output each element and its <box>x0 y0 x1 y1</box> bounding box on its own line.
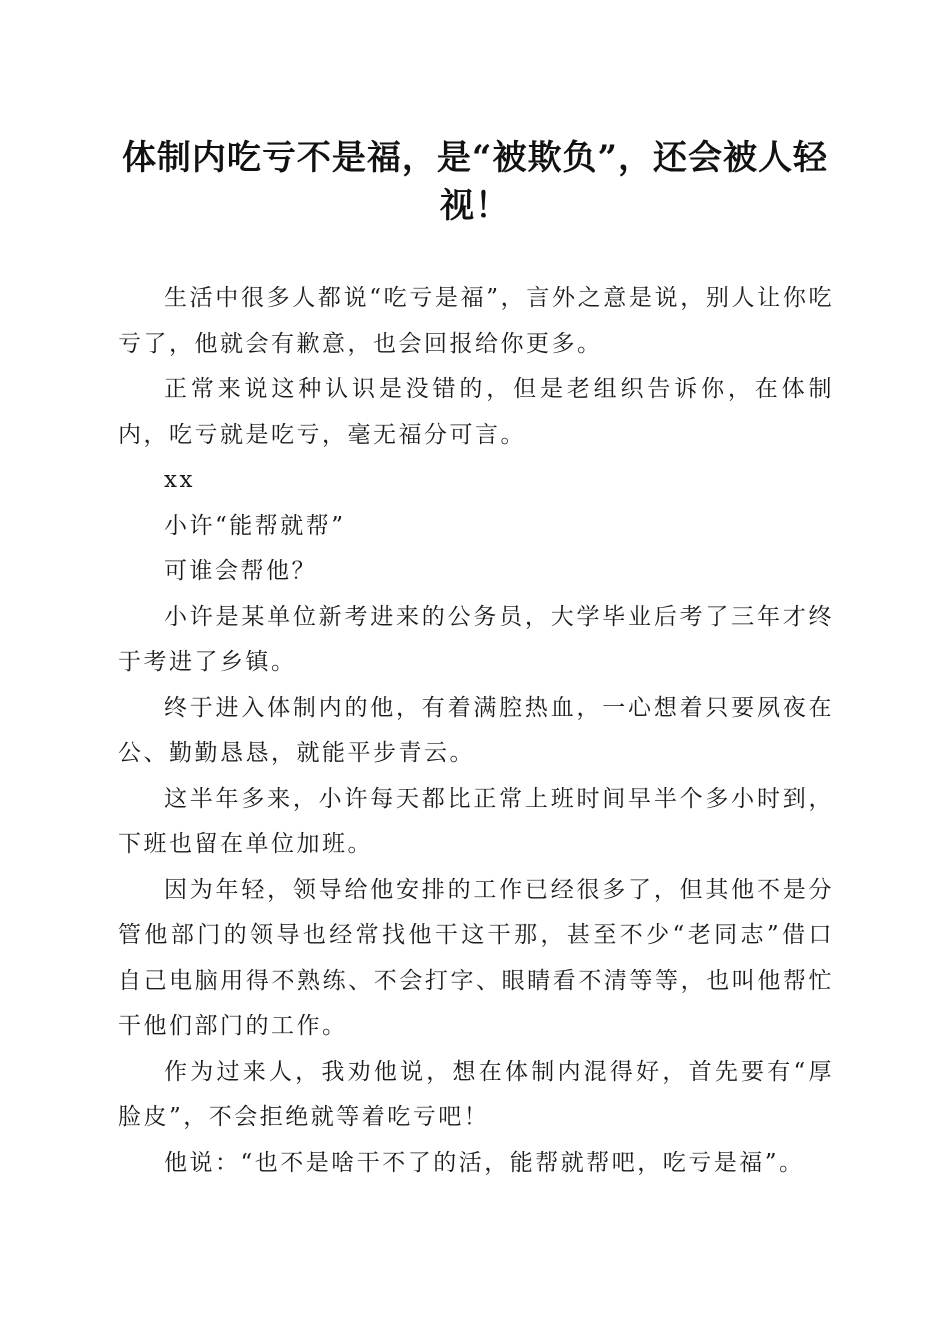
paragraph: 因为年轻，领导给他安排的工作已经很多了，但其他不是分管他部门的领导也经常找他干这干那，甚至不少“老同志”借口自己电脑用得不熟练、不会打字、眼睛看不清等等，也叫他帮忙干他们部门的工作。 <box>118 876 834 1039</box>
paragraph: 这半年多来，小许每天都比正常上班时间早半个多小时到，下班也留在单位加班。 <box>118 785 834 857</box>
paragraph: 正常来说这种认识是没错的，但是老组织告诉你，在体制内，吃亏就是吃亏，毫无福分可言。 <box>118 376 834 448</box>
section-heading: 可谁会帮他？ <box>164 558 317 584</box>
paragraph: 生活中很多人都说“吃亏是福”，言外之意是说，别人让你吃亏了，他就会有歉意，也会回报给你更多。 <box>118 285 834 357</box>
paragraph: xx <box>164 467 195 493</box>
section-heading: 小许“能帮就帮” <box>164 512 346 539</box>
paragraph: 终于进入体制内的他，有着满腔热血，一心想着只要夙夜在公、勤勤恳恳，就能平步青云。 <box>118 694 834 766</box>
paragraph: 小许是某单位新考进来的公务员，大学毕业后考了三年才终于考进了乡镇。 <box>118 603 834 675</box>
paragraph: 作为过来人，我劝他说，想在体制内混得好，首先要有“厚脸皮”，不会拒绝就等着吃亏吧！ <box>118 1058 834 1130</box>
document-title: 体制内吃亏不是福，是“被欺负”，还会被人轻视！ <box>121 138 829 226</box>
document-body <box>118 276 834 1186</box>
paragraph: 他说：“也不是啥干不了的活，能帮就帮吧，吃亏是福”。 <box>164 1149 805 1176</box>
